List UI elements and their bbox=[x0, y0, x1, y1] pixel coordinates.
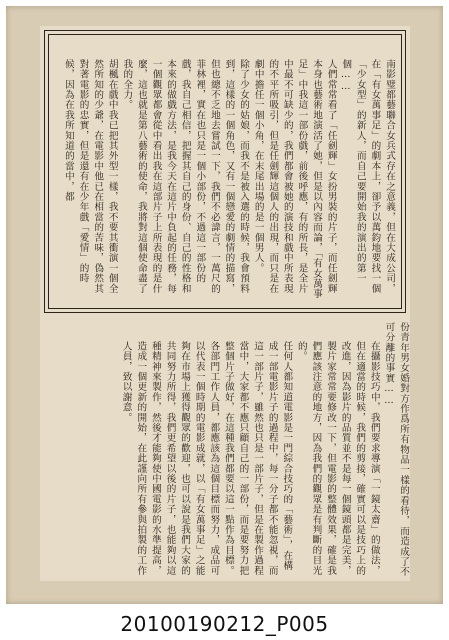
article-paragraph: 在攝影技巧中，我們要求導演「一鏡太齋」的做法，但在適當的時候，我們的剪接，確實可以是技巧上的改進，因為影片的品質並不是每一個鏡頭都是完美，製片家常常要修改一下，但電影的整體效果，確是我們應該注意的地方，因為我們的觀眾是有判斷的目光的。 bbox=[295, 341, 380, 576]
archive-id-caption: 20100190212_P005 bbox=[120, 612, 329, 636]
article-paragraph: 任何人都知道電影是一門綜合技巧的「藝術」，在構成一部電影片子的過程中，每一分子都不能忽視，而這一部片子，雖然也只是一部片子，但是在製作過程當中，大家都不應只顧自己的一部份，而是要努力把整個片子做好，在這種我們都要以這一點作為目標。 bbox=[222, 341, 293, 576]
article-paragraph: 人們常常看了「任劍輝」女扮男裝的片子，而任劍輝本身也藝術地演活了她，但是以內容而論，「有女萬事足」中我這一部份戲，前後呼應，有的所長，是全片中最不可缺少的，我們都會被她的演技和戲中所表現的不平所吸引，但是任劍輝這個人的出現，而只是在劇中擔任一個小角，在末尾出場的是一個男人。 bbox=[252, 59, 337, 300]
article-paragraph: 胡楓在戲中我已把其外型一樣，我不要其衝演一個全然所知的少爺，在電影中他已在相當的苦味，偽然其對著電影的忠實，但是還有在少年戲「愛情」的時候，因為在我所知道的當中，都 bbox=[62, 59, 118, 294]
article-paragraph: 各部門工作人員，都應該為這個目標而努力，成品可以代表一個時期的電影成就，以「有女萬事足」之能夠在市場上獲得觀眾的歡迎，也可以說是我們大家的共同努力所得，我們更希望以後的片子，也能夠以這種精神來製作，然後才能夠使中國電影的水準提高，造成一個更新的開始，在此謹向所有參與拍製的工作人員，致以謝意。 bbox=[120, 341, 220, 576]
article-paragraph: 除了少女的姑娘，而我不是被入選的時候，我會預料到，這樣的一個角色，又有一個戀愛的劇情的描寫，但也總不乏地去嘗試一下，我們不必諱言，一萬尺的菲林裡，實在也只是一個小部份，不過這一部份的戲，我自己相信，把握其自己的身份、自己的性格和本來的做戲方法，是我今天在這片中負起的任務，每一個觀眾都會從中看出我在這部片子上所表現的是什麼，這也就是第八藝術的使命，我將對這個使命盡了我的全力。 bbox=[121, 59, 250, 294]
lower-article-text bbox=[44, 322, 410, 577]
article-paragraph: 份青年男女婚對方作爲所有物品一樣的看待，而造成了不可分離的事實…… bbox=[383, 322, 409, 577]
boxed-article-text bbox=[56, 40, 396, 302]
article-paragraph: 南影璧都藝聯合女兵式存在之意義，但在大成公司，在「有女萬事足」的劇本上，卻予以萬鈞地要找一個「少女型」的新人，而自己要開始我的演出的第一個…… bbox=[340, 59, 395, 294]
